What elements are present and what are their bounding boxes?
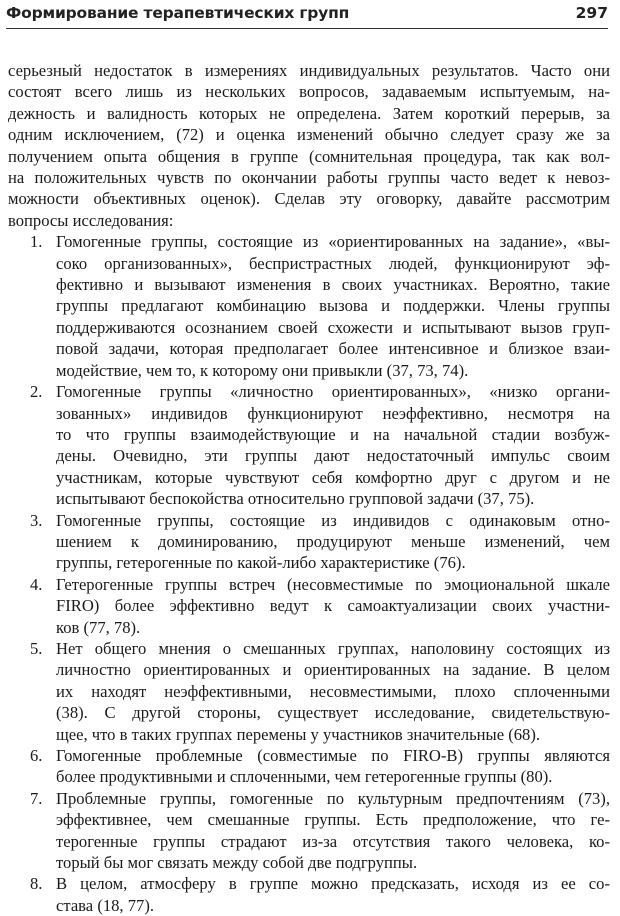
list-item [8,574,610,638]
research-findings-list [8,231,610,916]
intro-line: вопросы исследования: [8,210,174,230]
list-item-line: Гомогенные группы, состоящие из «ориентированных на задание», «вы- [56,232,610,252]
list-item [8,231,610,381]
list-item [8,873,610,916]
list-item-line: става (18, 77). [56,895,154,915]
list-item-line: зованных» индивидов функционируют неэффективно, несмотря на [56,403,610,423]
intro-paragraph [8,60,610,231]
list-item [8,638,610,745]
intro-line: дежность и валидность которых не определена. Затем короткий перерыв, за [8,103,610,123]
list-item-line: фективно и вызывают изменения в своих участниках. Вероятно, такие [56,275,610,295]
page-body [8,60,610,916]
list-item-line: Гетерогенные группы встреч (несовместимые по эмоциональной шкале [56,574,610,594]
list-item-line: соко организованных», беспристрастных людей, функционируют эф- [56,253,610,273]
list-item-number: 2. [30,382,43,402]
list-item-line: щее, что в таких группах перемены у участников значительные (68). [56,724,541,744]
list-item-number: 4. [30,574,43,594]
list-item-line: поддерживаются осознанием своей схожести и испытывают вызов груп- [56,317,610,337]
list-item-line: В целом, атмосферу в группе можно предсказать, исходя из ее со- [56,874,610,894]
intro-line: серьезный недостаток в измерениях индивидуальных результатов. Часто они [8,61,610,80]
running-header [6,0,608,28]
list-item [8,788,610,874]
list-item-line: Гомогенные проблемные (совместимые по FIRO-B) группы являются [56,746,610,765]
list-item [8,381,610,509]
list-item-line: группы, гетерогенные по какой-либо характеристике (76). [56,553,466,573]
list-item-line: шением к доминированию, продуцируют меньше изменений, чем [56,531,610,551]
list-item-line: Гомогенные группы, состоящие из индивидов с одинаковым отно- [56,510,610,530]
list-item-number: 8. [30,874,43,894]
intro-line: состоят всего лишь из нескольких вопросов, задаваемым испытуемым, на- [8,82,610,102]
page-number: 297 [575,4,608,22]
list-item-line: дены. Очевидно, эти группы дают недостаточный импульс своим [56,446,610,466]
list-item-number: 7. [30,788,43,808]
list-item-number: 6. [30,746,43,765]
list-item-line: Гомогенные группы «личностно ориентированных», «низко органи- [56,382,610,402]
list-item-number: 1. [30,232,43,252]
list-item-line: торый бы мог связать между собой две подгруппы. [56,853,418,873]
intro-line: на положительных чувств по окончании работы группы часто ведет к невоз- [8,168,610,188]
header-rule [6,28,608,29]
list-item-line: Проблемные группы, гомогенные по культурным предпочтениям (73), [56,788,610,808]
intro-line: одним исключением, (72) и оценка изменений обычно следует сразу же за [8,125,610,145]
list-item-line: модействие, чем то, к которому они привыкли (37, 73, 74). [56,360,469,380]
list-item-line: их находят неэффективными, несовместимыми, плохо сплоченными [56,681,610,701]
list-item-line: группы предлагают комбинацию вызова и поддержки. Члены группы [56,296,610,316]
list-item-line: более продуктивными и сплоченными, чем гетерогенные группы (80). [56,767,553,787]
list-item [8,510,610,574]
list-item-line: ков (77, 78). [56,617,141,637]
list-item-line: личностно ориентированных и ориентированных на задание. В целом [56,660,610,680]
list-item [8,745,610,788]
intro-line: можности объективных оценок). Сделав эту оговорку, давайте рассмотрим [8,189,610,209]
list-item-number: 3. [30,510,43,530]
list-item-line: эффективнее, чем смешанные группы. Есть предположение, что ге- [56,810,610,830]
list-item-line: FIRO) более эффективно ведут к самоактуализации своих участни- [56,596,610,616]
list-item-line: терогенные группы страдают из-за отсутствия такого человека, ко- [56,831,610,851]
list-item-line: то что группы взаимодействующие и на начальной стадии возбуж- [56,424,610,444]
list-item-line: Нет общего мнения о смешанных группах, наполовину состоящих из [56,638,610,658]
intro-line: получением опыта общения в группе (сомнительная процедура, так как вол- [8,146,610,166]
list-item-line: (38). С другой стороны, существует исследование, свидетельствую- [56,703,610,723]
list-item-line: участникам, которые чувствуют себя комфортно друг с другом и не [56,467,610,487]
list-item-line: испытывают беспокойства относительно групповой задачи (37, 75). [56,489,535,509]
list-item-number: 5. [30,638,43,658]
list-item-line: повой задачи, которая предполагает более интенсивное и близкое взаи- [56,339,610,359]
chapter-title: Формирование терапевтических групп [6,4,350,22]
